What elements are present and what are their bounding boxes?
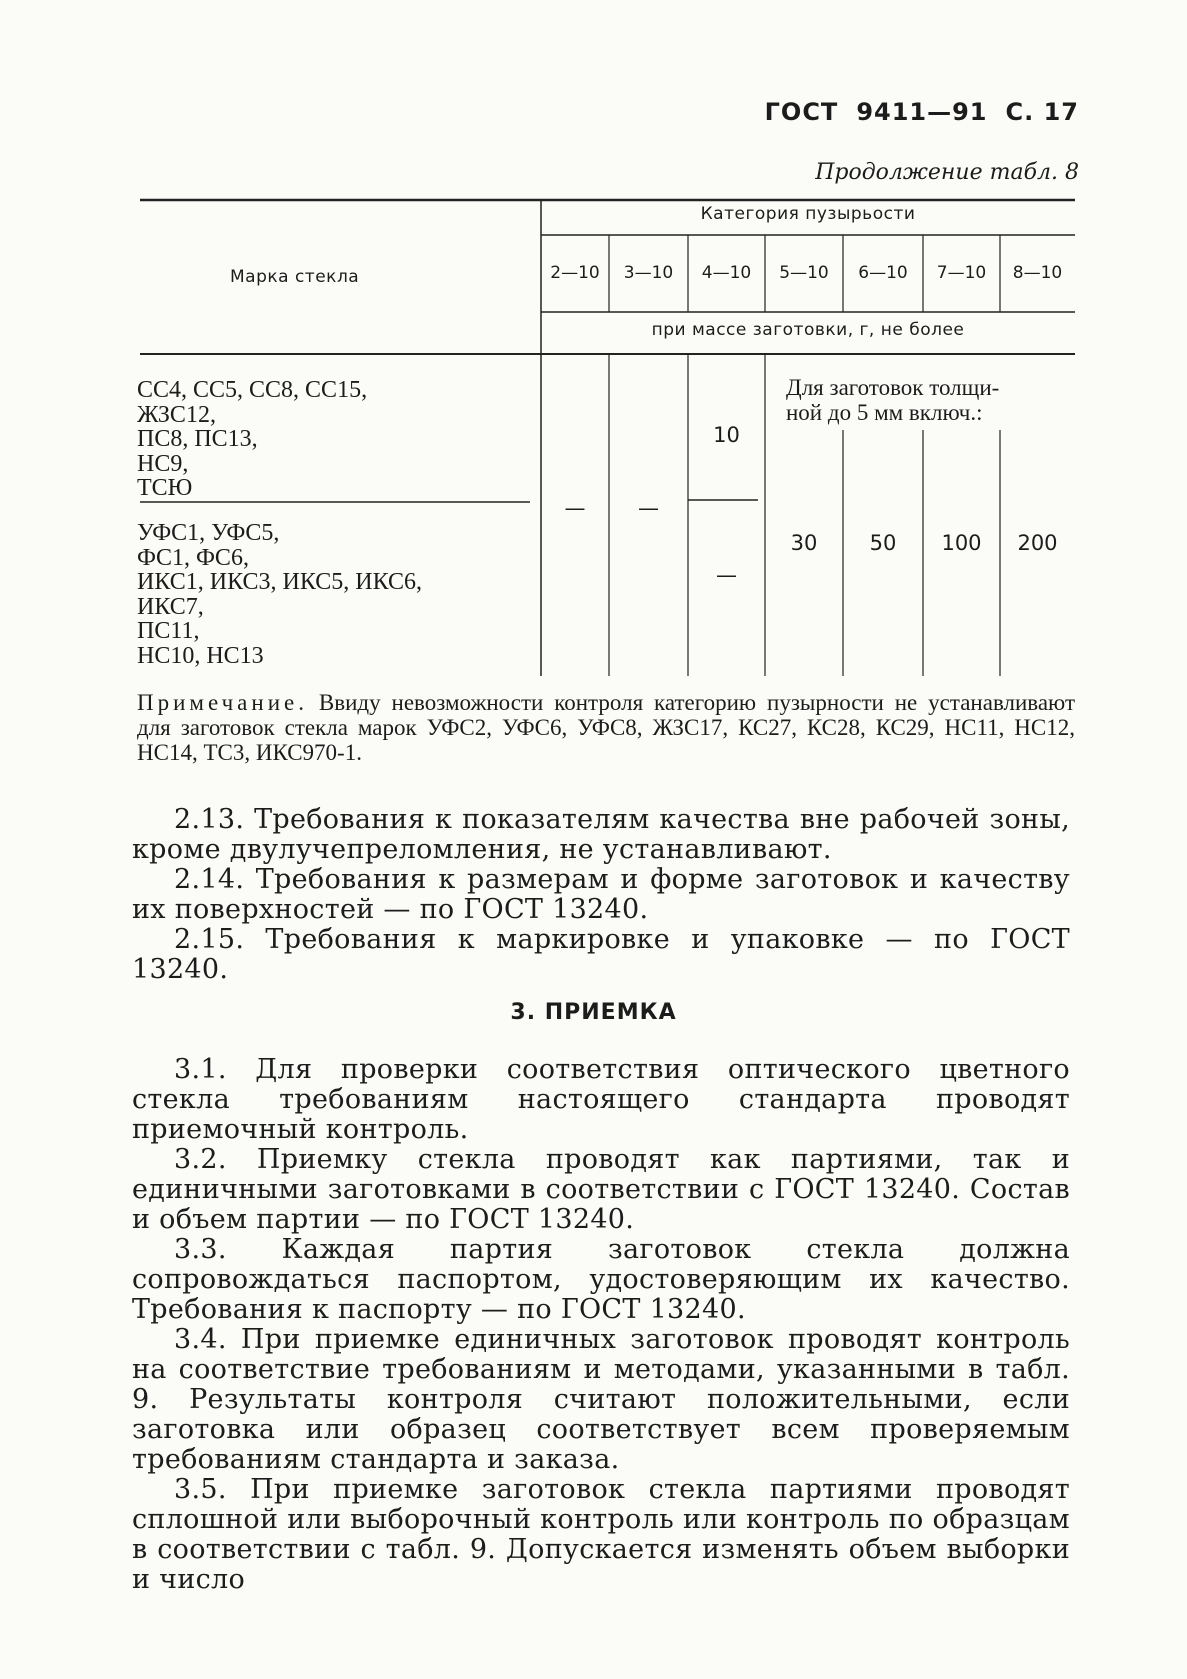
mark-line: ФС1, ФС6, xyxy=(137,544,249,571)
standard-label: ГОСТ xyxy=(764,98,839,126)
note-label: Примечание. xyxy=(137,690,308,715)
page-number: С. 17 xyxy=(1005,98,1079,126)
mark-line: ТСЮ xyxy=(137,475,193,501)
paragraph-2-14: 2.14. Требования к размерам и форме заготовок и качеству их поверхностей — по ГОСТ 13240. xyxy=(132,864,1070,925)
mark-line: ИКС1, ИКС3, ИКС5, ИКС6, xyxy=(137,569,422,595)
paragraph-2-15: 2.15. Требования к маркировке и упаковке — по ГОСТ 13240. xyxy=(132,924,1070,985)
table-note xyxy=(137,690,1075,765)
mark-line: ПС11, xyxy=(137,618,200,644)
cell-row1-col3: 10 xyxy=(713,423,740,447)
thickness-note xyxy=(786,375,999,425)
mark-line: ПС8, ПС13, xyxy=(137,426,258,452)
mark-line: ЖЗС12, xyxy=(137,401,216,428)
value-5-10: 30 xyxy=(790,531,818,555)
row-header: Марка стекла xyxy=(230,267,360,287)
thickness-line: ной до 5 мм включ.: xyxy=(786,400,983,425)
mark-line: СС4, СС5, СС8, СС15, xyxy=(137,377,368,403)
value-7-10: 100 xyxy=(941,531,982,555)
category-5: 6—10 xyxy=(858,263,908,283)
note-text: Ввиду невозможности контроля категорию пузырности не устанавливают для заготовок стекла марок УФС2, УФС6, УФС8, ЖЗС17, КС27, КС28, КС29, НС11, НС12, НС14, ТС3, ИКС970-1. xyxy=(137,690,1075,765)
row-1-marks xyxy=(137,378,367,501)
group-header: Категория пузырьости xyxy=(700,204,916,224)
row-2-marks xyxy=(137,521,422,668)
section-title: 3. ПРИЕМКА xyxy=(510,1000,677,1025)
mark-line: НС9, xyxy=(137,450,189,477)
category-7: 8—10 xyxy=(1012,263,1063,283)
paragraph-3-3: 3.3. Каждая партия заготовок стекла должна сопровождаться паспортом, удостоверяющим их качество. Требования к паспорту — по ГОСТ 13240. xyxy=(132,1234,1070,1325)
category-6: 7—10 xyxy=(936,263,987,283)
value-6-10: 50 xyxy=(869,531,897,555)
mass-header: при массе заготовки, г, не более xyxy=(651,320,965,340)
cell-col1: — xyxy=(564,496,586,520)
category-2: 3—10 xyxy=(623,263,674,283)
paragraph-3-2: 3.2. Приемку стекла проводят как партиями, так и единичными заготовками в соответствии с ГОСТ 13240. Состав и объем партии — по ГОСТ 13240. xyxy=(132,1144,1070,1235)
paragraph-3-5: 3.5. При приемке заготовок стекла партиями проводят сплошной или выборочный контроль или контроль по образцам в соответствии с табл. 9. Допускается изменять объем выборки и число xyxy=(132,1474,1070,1595)
paragraph-3-4: 3.4. При приемке единичных заготовок проводят контроль на соответствие требованиям и методами, указанными в табл. 9. Результаты контроля считают положительными, если заготовка или образец соответствует всем проверяемым требованиям стандарта и заказа. xyxy=(132,1324,1070,1475)
mark-line: НС10, НС13 xyxy=(137,642,264,669)
cell-col2: — xyxy=(638,496,659,520)
paragraph-2-13: 2.13. Требования к показателям качества вне рабочей зоны, кроме двулучепреломления, не устанавливают. xyxy=(132,804,1070,865)
category-4: 5—10 xyxy=(779,263,829,283)
standard-number: 9411—91 xyxy=(856,98,988,126)
cell-row2-col3: — xyxy=(716,563,737,587)
acceptance-block xyxy=(132,1055,1070,1595)
value-8-10: 200 xyxy=(1017,531,1058,555)
requirements-block xyxy=(132,805,1070,985)
table-continuation: Продолжение табл. 8 xyxy=(815,160,1079,185)
thickness-line: Для заготовок толщи- xyxy=(786,375,1000,400)
mark-line: ИКС7, xyxy=(137,593,204,620)
category-3: 4—10 xyxy=(701,263,752,283)
category-1: 2—10 xyxy=(550,263,600,283)
mark-line: УФС1, УФС5, xyxy=(137,520,280,546)
paragraph-3-1: 3.1. Для проверки соответствия оптического цветного стекла требованиям настоящего стандарта проводят приемочный контроль. xyxy=(132,1054,1070,1145)
